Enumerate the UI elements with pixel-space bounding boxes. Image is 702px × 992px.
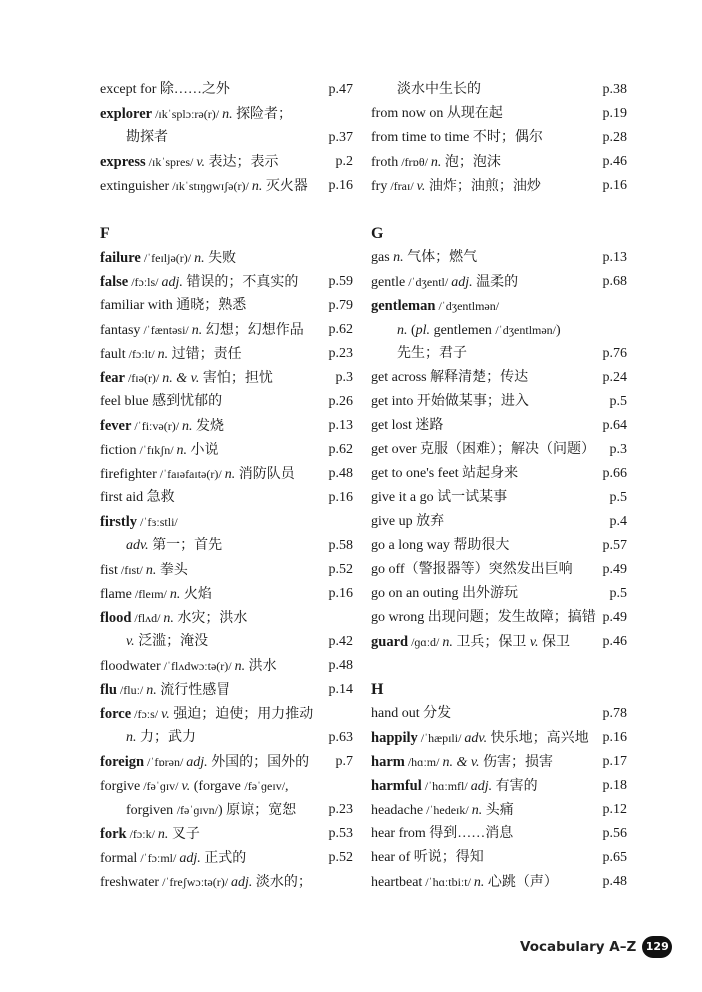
entry-text: heartbeat	[371, 875, 423, 890]
entry-text: 害怕；担忧	[199, 371, 273, 386]
part-of-speech: n.	[145, 563, 157, 578]
pronunciation: /ɪkˈspres/	[145, 155, 197, 169]
page-reference: p.14	[328, 682, 353, 697]
page-reference: p.2	[335, 154, 353, 169]
part-of-speech: v.	[196, 155, 206, 170]
pronunciation: /fəˈɡɪvn/	[176, 803, 219, 817]
part-of-speech: v.	[126, 634, 135, 649]
headword: harmful	[371, 778, 422, 794]
pronunciation: /ˈhedeɪk/	[423, 803, 472, 817]
entry-text: 有害的	[492, 779, 538, 794]
pronunciation: /ɪkˈstɪŋɡwɪʃə(r)/	[169, 179, 252, 193]
entry-text: 强迫；迫使；用力推动	[169, 707, 314, 722]
headword: gentleman	[371, 298, 436, 314]
entry-text: give up 放弃	[371, 514, 445, 529]
entry-text: )	[556, 323, 561, 338]
entry-text: floodwater	[100, 659, 161, 674]
vocabulary-entry	[371, 270, 627, 294]
page-reference: p.76	[602, 346, 627, 361]
entry-text: 过错；责任	[168, 347, 242, 362]
pronunciation: /hɑːm/	[404, 755, 443, 769]
vocabulary-entry	[371, 726, 627, 750]
entry-text: fry	[371, 179, 388, 194]
page-reference: p.23	[328, 802, 353, 817]
entry-text: 外国的；国外的	[207, 755, 310, 770]
page-reference: p.5	[609, 490, 627, 505]
pronunciation: /ˈfɔːml/	[137, 851, 180, 865]
entry-continuation	[100, 726, 353, 750]
entry-text: ,	[285, 779, 289, 794]
page-reference: p.65	[602, 850, 627, 865]
entry-text: 气体；燃气	[403, 250, 478, 265]
page-reference: p.49	[602, 610, 627, 625]
pronunciation: /ˈdʒentl/	[405, 275, 452, 289]
headword: happily	[371, 730, 418, 746]
entry-text: feel blue 感到忧郁的	[100, 394, 223, 409]
part-of-speech: adj.	[179, 851, 201, 866]
vocabulary-entry	[100, 246, 353, 270]
part-of-speech: v.	[181, 779, 191, 794]
entry-text: 温柔的	[472, 275, 519, 290]
entry-text: 泛滥；淹没	[134, 634, 209, 649]
vocabulary-entry	[371, 750, 627, 774]
headword: foreign	[100, 754, 145, 770]
pronunciation: /fɔːls/	[128, 275, 162, 289]
pronunciation: /ˈfɒrən/	[144, 755, 187, 769]
vocabulary-entry	[100, 78, 353, 102]
part-of-speech: v.	[161, 707, 170, 722]
headword: express	[100, 154, 146, 170]
page-reference: p.19	[602, 106, 627, 121]
part-of-speech: n.	[126, 730, 137, 745]
vocabulary-entry	[371, 774, 627, 798]
page-reference: p.46	[602, 634, 627, 649]
vocabulary-entry	[371, 846, 627, 870]
page-reference: p.4	[609, 514, 627, 529]
pronunciation: /fɪə(r)/	[124, 371, 163, 385]
pronunciation: /ˈfaɪəfaɪtə(r)/	[156, 467, 225, 481]
page-reference: p.48	[602, 874, 627, 889]
vocabulary-entry	[100, 774, 353, 798]
entry-text: 探险者；	[232, 107, 293, 122]
page-reference: p.7	[335, 754, 353, 769]
page-footer	[520, 936, 672, 958]
vocabulary-entry	[371, 150, 627, 174]
headword: harm	[371, 754, 405, 770]
entry-text: get across 解释清楚；传达	[371, 370, 529, 385]
entry-text: except for 除……之外	[100, 82, 230, 97]
headword: fear	[100, 370, 125, 386]
entry-text: 错误的；不真实的	[182, 275, 299, 290]
entry-text: 伤害；损害	[479, 755, 554, 770]
pronunciation: /fɪst/	[117, 563, 146, 577]
part-of-speech: adj.	[186, 755, 208, 770]
entry-text: 保卫	[538, 635, 571, 650]
page-reference: p.16	[328, 490, 353, 505]
vocabulary-entry	[371, 102, 627, 126]
pronunciation: /fɔːs/	[131, 707, 162, 721]
pronunciation: /ˈfɜːstli/	[137, 515, 178, 529]
part-of-speech: n. & v.	[162, 371, 200, 386]
part-of-speech: n. & v.	[442, 755, 480, 770]
vocabulary-entry	[100, 582, 353, 606]
entry-text: hear from 得到……消息	[371, 826, 514, 841]
pronunciation: /ˈhɑːmfl/	[421, 779, 471, 793]
entry-text: gentle	[371, 275, 406, 290]
vocabulary-entry	[100, 294, 353, 318]
entry-text: familiar with 通晓；熟悉	[100, 298, 247, 313]
section-title: Vocabulary A–Z	[520, 939, 637, 955]
letter-heading: F	[100, 225, 110, 242]
entry-text: go on an outing 出外游玩	[371, 586, 518, 601]
vocabulary-entry	[100, 414, 353, 438]
vocabulary-entry	[100, 558, 353, 582]
entry-text: 第一；首先	[148, 538, 223, 553]
entry-text: 泡；泡沫	[441, 155, 501, 170]
page-reference: p.48	[328, 466, 353, 481]
entry-continuation	[100, 798, 353, 822]
page-reference: p.12	[602, 802, 627, 817]
entry-text: 水灾；洪水	[173, 611, 248, 626]
entry-continuation	[100, 126, 353, 150]
vocabulary-entry	[371, 438, 627, 462]
headword: explorer	[100, 106, 153, 122]
part-of-speech: n.	[182, 419, 193, 434]
entry-text: 卫兵；保卫	[452, 635, 530, 650]
page-reference: p.16	[328, 586, 353, 601]
entry-continuation	[371, 342, 627, 366]
entry-text: from now on 从现在起	[371, 106, 503, 121]
page-reference: p.16	[602, 178, 627, 193]
headword: force	[100, 706, 132, 722]
headword: firstly	[100, 514, 138, 530]
pronunciation: /ɡɑːd/	[408, 635, 443, 649]
entry-text: fiction	[100, 443, 137, 458]
entry-text: forgive	[100, 779, 141, 794]
pronunciation: /ɪkˈsplɔːrə(r)/	[152, 107, 223, 121]
part-of-speech: adj.	[161, 275, 183, 290]
headword: false	[100, 274, 129, 290]
headword: flood	[100, 610, 132, 626]
page-reference: p.48	[328, 658, 353, 673]
entry-text: 力；武力	[136, 730, 196, 745]
vocabulary-entry	[100, 318, 353, 342]
entry-text: get to one's feet 站起身来	[371, 466, 519, 481]
part-of-speech: n.	[224, 467, 236, 482]
part-of-speech: v.	[529, 635, 539, 650]
entry-text: firefighter	[100, 467, 157, 482]
entry-text: 小说	[187, 443, 219, 458]
entry-text: 勘探者	[126, 130, 168, 145]
vocabulary-entry	[100, 486, 353, 510]
entry-text: 拳头	[156, 563, 188, 578]
blank-line	[371, 198, 627, 222]
page-reference: p.57	[602, 538, 627, 553]
part-of-speech: n.	[393, 250, 404, 265]
page-reference: p.56	[602, 826, 627, 841]
entry-text: forgiven	[126, 803, 177, 818]
entry-text: 发烧	[192, 419, 225, 434]
entry-text: 表达；表示	[205, 155, 279, 170]
entry-text: fantasy	[100, 323, 141, 338]
page-reference: p.63	[328, 730, 353, 745]
entry-text: go off（警报器等）突然发出巨响	[371, 562, 573, 577]
vocabulary-entry	[100, 438, 353, 462]
vocabulary-entry	[100, 342, 353, 366]
vocabulary-entry	[100, 462, 353, 486]
entry-continuation	[371, 318, 627, 342]
entry-text: 淡水中生长的	[397, 82, 481, 97]
entry-continuation	[100, 630, 353, 654]
vocabulary-entry	[371, 126, 627, 150]
pronunciation: /ˈdʒentlmən/	[495, 323, 557, 337]
page-reference: p.59	[328, 274, 353, 289]
vocabulary-entry	[371, 630, 627, 654]
page-reference: p.52	[328, 562, 353, 577]
part-of-speech: n.	[157, 347, 169, 362]
pronunciation: /ˈflʌdwɔːtə(r)/	[160, 659, 235, 673]
pronunciation: /ˈdʒentlmən/	[435, 299, 500, 313]
entry-text: hear of 听说；得知	[371, 850, 484, 865]
page-reference: p.13	[328, 418, 353, 433]
vocabulary-entry	[100, 822, 353, 846]
page-reference: p.3	[609, 442, 627, 457]
vocabulary-entry	[371, 462, 627, 486]
part-of-speech: adj.	[231, 875, 253, 890]
entry-continuation	[371, 78, 627, 102]
page-reference: p.17	[602, 754, 627, 769]
headword: flu	[100, 682, 117, 698]
entry-text: give it a go 试一试某事	[371, 490, 508, 505]
entry-text: ) 原谅；宽恕	[218, 803, 297, 818]
blank-line	[371, 654, 627, 678]
vocabulary-entry	[371, 534, 627, 558]
page-reference: p.37	[328, 130, 353, 145]
part-of-speech: n.	[473, 875, 485, 890]
vocabulary-entry	[371, 414, 627, 438]
entry-text: 心跳（声）	[484, 875, 558, 890]
page-reference: p.62	[328, 322, 353, 337]
headword: guard	[371, 634, 409, 650]
page-reference: p.46	[602, 154, 627, 169]
letter-heading: H	[371, 681, 384, 698]
page-reference: p.5	[609, 586, 627, 601]
headword: fever	[100, 418, 132, 434]
vocabulary-entry	[371, 702, 627, 726]
entry-text: 灭火器	[262, 179, 308, 194]
entry-text: headache	[371, 803, 424, 818]
vocabulary-entry	[100, 174, 353, 198]
entry-text: get lost 迷路	[371, 418, 444, 433]
entry-continuation	[100, 534, 353, 558]
entry-text: from time to time 不时；偶尔	[371, 130, 543, 145]
part-of-speech: n.	[430, 155, 442, 170]
entry-text: 消防队员	[235, 467, 295, 482]
vocabulary-entry	[371, 582, 627, 606]
page-reference: p.64	[602, 418, 627, 433]
pronunciation: /ˈfæntəsi/	[140, 323, 192, 337]
page-reference: p.23	[328, 346, 353, 361]
entry-text: flame	[100, 587, 132, 602]
entry-text: get into 开始做某事；进入	[371, 394, 529, 409]
pronunciation: /fraɪ/	[387, 179, 417, 193]
page-reference: p.18	[602, 778, 627, 793]
page-reference: p.26	[328, 394, 353, 409]
vocabulary-entry	[100, 750, 353, 774]
part-of-speech: n.	[194, 251, 205, 266]
vocabulary-entry	[100, 150, 353, 174]
headword: fork	[100, 826, 127, 842]
entry-text: go a long way 帮助很大	[371, 538, 510, 553]
entry-text: 淡水的；	[252, 875, 312, 890]
part-of-speech: n.	[146, 683, 157, 698]
vocabulary-entry	[371, 174, 627, 198]
part-of-speech: n.	[157, 827, 169, 842]
part-of-speech: n.	[251, 179, 263, 194]
page-reference: p.58	[328, 538, 353, 553]
entry-text: 正式的	[200, 851, 247, 866]
vocabulary-entry	[371, 606, 627, 630]
page-reference: p.52	[328, 850, 353, 865]
headword: failure	[100, 250, 141, 266]
entry-text: (forgave	[190, 779, 245, 794]
entry-text: 叉子	[168, 827, 200, 842]
page-reference: p.38	[602, 82, 627, 97]
vocabulary-entry	[100, 702, 353, 726]
entry-text: 火焰	[180, 587, 212, 602]
pronunciation: /ˈfreʃwɔːtə(r)/	[159, 875, 232, 889]
page-reference: p.3	[335, 370, 353, 385]
page-reference: p.42	[328, 634, 353, 649]
page-reference: p.49	[602, 562, 627, 577]
vocabulary-entry	[100, 510, 353, 534]
vocabulary-entry	[100, 390, 353, 414]
entry-text: extinguisher	[100, 179, 170, 194]
part-of-speech: n.	[176, 443, 188, 458]
vocabulary-entry	[371, 798, 627, 822]
part-of-speech: n.	[222, 107, 233, 122]
entry-text: get over 克服（困难）；解决（问题）	[371, 442, 595, 457]
page-reference: p.68	[602, 274, 627, 289]
page-reference: p.24	[602, 370, 627, 385]
entry-text: first aid 急救	[100, 490, 175, 505]
page-reference: p.16	[328, 178, 353, 193]
vocabulary-entry	[371, 390, 627, 414]
part-of-speech: n.	[234, 659, 246, 674]
vocabulary-entry	[100, 870, 353, 894]
page-reference: p.28	[602, 130, 627, 145]
letter-heading: G	[371, 225, 384, 242]
vocabulary-entry	[371, 822, 627, 846]
pronunciation: /ˈfeɪljə(r)/	[140, 251, 195, 265]
entry-text: gas	[371, 250, 394, 265]
pronunciation: /fleɪm/	[131, 587, 170, 601]
part-of-speech: v.	[416, 179, 426, 194]
pronunciation: /ˈfɪkʃn/	[136, 443, 177, 457]
entry-text: 流行性感冒	[156, 683, 231, 698]
vocabulary-column-right	[371, 78, 627, 894]
vocabulary-entry	[371, 558, 627, 582]
vocabulary-entry	[371, 246, 627, 270]
vocabulary-entry	[371, 294, 627, 318]
entry-text: 幻想；幻想作品	[202, 323, 304, 338]
part-of-speech: adj.	[470, 779, 493, 794]
blank-line	[100, 198, 353, 222]
entry-text: froth	[371, 155, 399, 170]
vocabulary-entry	[371, 366, 627, 390]
pronunciation: /fɔːlt/	[125, 347, 158, 361]
entry-text: freshwater	[100, 875, 160, 890]
page-reference: p.5	[609, 394, 627, 409]
entry-text: 头痛	[482, 803, 514, 818]
vocabulary-entry	[100, 102, 353, 126]
page-reference: p.16	[602, 730, 627, 745]
vocabulary-entry	[100, 270, 353, 294]
entry-text: 快乐地；高兴地	[487, 731, 589, 746]
entry-text: fist	[100, 563, 118, 578]
pronunciation: /flʌd/	[131, 611, 164, 625]
page-reference: p.53	[328, 826, 353, 841]
vocabulary-entry	[371, 486, 627, 510]
vocabulary-entry	[371, 870, 627, 894]
vocabulary-entry	[100, 846, 353, 870]
entry-text: go wrong 出现问题；发生故障；搞错	[371, 610, 596, 625]
pronunciation: /frɒθ/	[398, 155, 431, 169]
pronunciation: /fəˈɡeɪv/	[244, 779, 286, 793]
entry-text: 失败	[204, 251, 237, 266]
part-of-speech: n.	[169, 587, 181, 602]
entry-text: hand out 分发	[371, 706, 452, 721]
page-reference: p.79	[328, 298, 353, 313]
vocabulary-entry	[100, 606, 353, 630]
part-of-speech: adv.	[126, 538, 149, 553]
part-of-speech: pl.	[415, 323, 431, 338]
vocabulary-entry	[100, 678, 353, 702]
part-of-speech: adj.	[451, 275, 473, 290]
entry-text: fault	[100, 347, 126, 362]
entry-text: 洪水	[245, 659, 277, 674]
entry-text: 先生；君子	[397, 346, 467, 361]
vocabulary-entry	[371, 510, 627, 534]
part-of-speech: n.	[191, 323, 203, 338]
page-reference: p.66	[602, 466, 627, 481]
pronunciation: /ˈhɑːtbiːt/	[422, 875, 474, 889]
pronunciation: /fəˈɡɪv/	[140, 779, 182, 793]
entry-text: formal	[100, 851, 138, 866]
part-of-speech: n.	[442, 635, 453, 650]
part-of-speech: adv.	[464, 731, 488, 746]
entry-text: (	[407, 323, 416, 338]
vocabulary-entry	[100, 654, 353, 678]
pronunciation: /ˈhæpɪli/	[417, 731, 465, 745]
part-of-speech: n.	[163, 611, 174, 626]
page-reference: p.13	[602, 250, 627, 265]
vocabulary-entry	[100, 366, 353, 390]
vocabulary-column-left	[100, 78, 353, 894]
page-reference: p.62	[328, 442, 353, 457]
part-of-speech: n.	[471, 803, 483, 818]
entry-text: 油炸；油煎；油炒	[425, 179, 541, 194]
pronunciation: /fluː/	[116, 683, 147, 697]
pronunciation: /fɔːk/	[126, 827, 158, 841]
page-reference: p.78	[602, 706, 627, 721]
page-number-badge: 129	[642, 936, 672, 958]
page-reference: p.47	[328, 82, 353, 97]
part-of-speech: n.	[397, 323, 408, 338]
entry-text: gentlemen	[430, 323, 496, 338]
pronunciation: /ˈfiːvə(r)/	[131, 419, 183, 433]
